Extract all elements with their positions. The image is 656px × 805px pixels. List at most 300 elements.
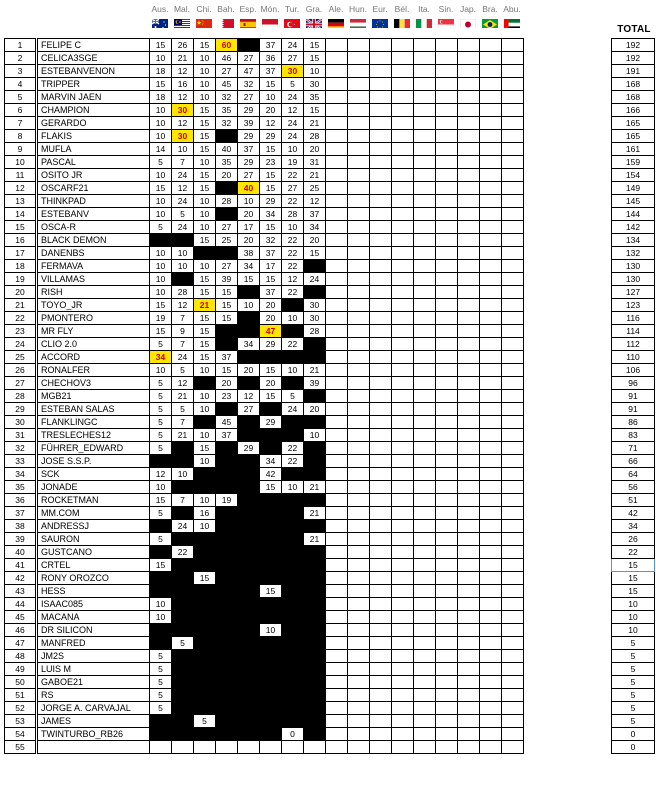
driver-name-cell: GUSTCANO: [38, 546, 150, 559]
score-cell: [326, 559, 348, 572]
no-score-cell: [216, 715, 238, 728]
score-cell: 10: [260, 91, 282, 104]
driver-name-cell: TWINTURBO_RB26: [38, 728, 150, 741]
no-score-cell: [282, 572, 304, 585]
score-cell: [348, 286, 370, 299]
no-score-cell: [282, 416, 304, 429]
score-cell: [414, 611, 436, 624]
score-cell: 15: [260, 273, 282, 286]
position-cell: 45: [5, 611, 36, 624]
score-cell: 5: [150, 533, 172, 546]
score-cell: [238, 741, 260, 754]
race-column-header: [304, 4, 324, 28]
total-cell: 106: [612, 364, 655, 377]
score-cell: 12: [238, 390, 260, 403]
no-score-cell: [172, 273, 194, 286]
no-score-cell: [194, 689, 216, 702]
no-score-cell: [260, 507, 282, 520]
score-cell: [392, 702, 414, 715]
score-cell: 5: [150, 663, 172, 676]
score-cell: [326, 390, 348, 403]
table-row: [38, 39, 524, 52]
driver-name-cell: MANFRED: [38, 637, 150, 650]
table-row: [38, 455, 524, 468]
position-cell: 14: [5, 208, 36, 221]
score-cell: 15: [216, 286, 238, 299]
total-cell: 15: [612, 559, 655, 572]
score-cell: [458, 234, 480, 247]
score-cell: [370, 676, 392, 689]
no-score-cell: [304, 416, 326, 429]
table-row: [38, 624, 524, 637]
table-row: [38, 585, 524, 598]
score-cell: [326, 572, 348, 585]
score-cell: 20: [238, 208, 260, 221]
total-cell: 96: [612, 377, 655, 390]
score-cell: [392, 208, 414, 221]
score-cell: [480, 208, 502, 221]
score-cell: [370, 286, 392, 299]
score-cell: [480, 455, 502, 468]
no-score-cell: [260, 663, 282, 676]
score-cell: [326, 455, 348, 468]
race-column-header: [480, 4, 500, 28]
position-cell: 8: [5, 130, 36, 143]
position-cell: 47: [5, 637, 36, 650]
score-cell: [502, 624, 524, 637]
score-cell: 10: [282, 312, 304, 325]
driver-name-cell: FLAKIS: [38, 130, 150, 143]
no-score-cell: [194, 377, 216, 390]
no-score-cell: [260, 598, 282, 611]
no-score-cell: [216, 520, 238, 533]
no-score-cell: [194, 676, 216, 689]
score-cell: [436, 130, 458, 143]
score-cell: [370, 169, 392, 182]
score-cell: [480, 702, 502, 715]
score-cell: [392, 728, 414, 741]
australia-flag-icon: [152, 17, 168, 28]
score-cell: [370, 741, 392, 754]
score-cell: [414, 598, 436, 611]
no-score-cell: [260, 494, 282, 507]
no-score-cell: [194, 598, 216, 611]
no-score-cell: [238, 585, 260, 598]
score-cell: 28: [304, 130, 326, 143]
score-cell: [326, 533, 348, 546]
score-cell: [370, 546, 392, 559]
race-abbreviation: Chi.: [196, 4, 212, 14]
score-cell: 30: [304, 299, 326, 312]
score-cell: [458, 351, 480, 364]
score-cell: 15: [304, 104, 326, 117]
score-cell: [414, 195, 436, 208]
total-cell: 5: [612, 676, 655, 689]
race-abbreviation: Mal.: [173, 4, 191, 14]
score-cell: [436, 65, 458, 78]
score-cell: [480, 572, 502, 585]
score-cell: 10: [194, 195, 216, 208]
score-cell: [436, 325, 458, 338]
score-cell: [414, 702, 436, 715]
score-cell: [326, 611, 348, 624]
japan-flag-icon: [460, 17, 476, 28]
score-cell: [414, 624, 436, 637]
score-cell: [480, 286, 502, 299]
no-score-cell: [304, 637, 326, 650]
score-cell: 12: [150, 468, 172, 481]
score-cell: 23: [260, 156, 282, 169]
score-cell: [392, 143, 414, 156]
race-abbreviation: Jap.: [459, 4, 477, 14]
race-column-header: [436, 4, 456, 28]
score-cell: [414, 286, 436, 299]
score-cell: [436, 390, 458, 403]
score-cell: 22: [282, 455, 304, 468]
score-cell: [370, 585, 392, 598]
score-cell: [502, 169, 524, 182]
score-cell: 5: [150, 403, 172, 416]
no-score-cell: [304, 442, 326, 455]
score-cell: 10: [304, 429, 326, 442]
score-cell: [348, 455, 370, 468]
score-cell: [392, 104, 414, 117]
score-cell: [392, 325, 414, 338]
score-cell: 5: [172, 403, 194, 416]
score-cell: [370, 624, 392, 637]
race-column-header: [348, 4, 368, 28]
score-cell: 15: [150, 494, 172, 507]
score-cell: [348, 247, 370, 260]
no-score-cell: [238, 416, 260, 429]
score-cell: [414, 234, 436, 247]
score-cell: [326, 650, 348, 663]
no-score-cell: [216, 533, 238, 546]
score-cell: [326, 338, 348, 351]
score-cell: [414, 364, 436, 377]
score-cell: [392, 247, 414, 260]
score-cell: 10: [238, 299, 260, 312]
no-score-cell: [238, 559, 260, 572]
total-cell: 134: [612, 234, 655, 247]
total-cell: 91: [612, 403, 655, 416]
score-cell: [348, 481, 370, 494]
score-cell: [370, 195, 392, 208]
score-cell: [480, 195, 502, 208]
position-cell: 21: [5, 299, 36, 312]
score-cell: 32: [260, 234, 282, 247]
score-cell: 27: [216, 221, 238, 234]
total-cell: 123: [612, 299, 655, 312]
table-row: [38, 52, 524, 65]
driver-name-cell: TRESLECHES12: [38, 429, 150, 442]
best-score-cell: 30: [172, 104, 194, 117]
score-cell: [480, 689, 502, 702]
score-cell: 10: [150, 52, 172, 65]
score-cell: [348, 585, 370, 598]
driver-name-cell: [38, 741, 150, 754]
no-score-cell: [216, 182, 238, 195]
score-cell: [458, 156, 480, 169]
score-cell: 20: [216, 169, 238, 182]
score-cell: [392, 39, 414, 52]
position-cell: 43: [5, 585, 36, 598]
score-cell: [458, 650, 480, 663]
table-row: [38, 442, 524, 455]
best-score-cell: 40: [238, 182, 260, 195]
score-cell: [392, 546, 414, 559]
score-cell: [502, 273, 524, 286]
no-score-cell: [260, 351, 282, 364]
score-cell: 10: [150, 117, 172, 130]
score-cell: 5: [150, 676, 172, 689]
score-cell: 10: [150, 260, 172, 273]
no-score-cell: [238, 663, 260, 676]
score-cell: [348, 611, 370, 624]
no-score-cell: [282, 650, 304, 663]
best-score-cell: 30: [282, 65, 304, 78]
driver-name-cell: FÜHRER_EDWARD: [38, 442, 150, 455]
race-column-header: [260, 4, 280, 28]
score-cell: [414, 325, 436, 338]
no-score-cell: [216, 546, 238, 559]
race-abbreviation: Eur.: [372, 4, 388, 14]
no-score-cell: [238, 494, 260, 507]
score-cell: [414, 208, 436, 221]
no-score-cell: [282, 585, 304, 598]
score-cell: 5: [150, 377, 172, 390]
no-score-cell: [282, 299, 304, 312]
score-cell: [458, 598, 480, 611]
score-cell: 38: [238, 247, 260, 260]
score-cell: [370, 572, 392, 585]
score-cell: 12: [172, 91, 194, 104]
score-cell: 37: [238, 143, 260, 156]
total-cell: 22: [612, 546, 655, 559]
total-cell: 154: [612, 169, 655, 182]
score-cell: 26: [172, 39, 194, 52]
no-score-cell: [304, 390, 326, 403]
race-abbreviation: Món.: [260, 4, 280, 14]
score-cell: 15: [216, 364, 238, 377]
no-score-cell: [304, 611, 326, 624]
score-cell: [480, 403, 502, 416]
position-cell: 49: [5, 663, 36, 676]
score-cell: 15: [150, 39, 172, 52]
score-cell: [414, 299, 436, 312]
position-cell: 46: [5, 624, 36, 637]
score-cell: 15: [150, 299, 172, 312]
no-score-cell: [194, 559, 216, 572]
score-cell: [436, 221, 458, 234]
bahrain-flag-icon: [218, 17, 234, 28]
table-row: [38, 494, 524, 507]
score-cell: 12: [172, 65, 194, 78]
score-cell: [502, 234, 524, 247]
no-score-cell: [304, 260, 326, 273]
score-cell: 7: [172, 494, 194, 507]
score-cell: 10: [150, 598, 172, 611]
score-cell: 10: [260, 624, 282, 637]
driver-name-cell: JOSE S.S.P.: [38, 455, 150, 468]
score-cell: [458, 741, 480, 754]
score-cell: 10: [194, 403, 216, 416]
score-cell: [436, 416, 458, 429]
score-cell: [370, 208, 392, 221]
score-cell: [458, 143, 480, 156]
no-score-cell: [260, 559, 282, 572]
no-score-cell: [282, 715, 304, 728]
score-cell: 5: [150, 702, 172, 715]
score-cell: [326, 65, 348, 78]
score-cell: [480, 377, 502, 390]
no-score-cell: [282, 533, 304, 546]
score-cell: [502, 520, 524, 533]
position-cell: 37: [5, 507, 36, 520]
score-cell: [502, 533, 524, 546]
no-score-cell: [282, 663, 304, 676]
position-cell: 51: [5, 689, 36, 702]
score-cell: [414, 546, 436, 559]
score-cell: [348, 208, 370, 221]
score-cell: [414, 39, 436, 52]
score-cell: [326, 208, 348, 221]
score-cell: 15: [194, 182, 216, 195]
total-cell: 116: [612, 312, 655, 325]
spain-flag-icon: [240, 17, 256, 28]
position-cell: 19: [5, 273, 36, 286]
score-cell: [480, 611, 502, 624]
score-cell: 35: [304, 91, 326, 104]
score-cell: [502, 559, 524, 572]
score-cell: [414, 273, 436, 286]
score-cell: [326, 78, 348, 91]
driver-name-cell: GERARDO: [38, 117, 150, 130]
total-cell: 5: [612, 689, 655, 702]
score-cell: 22: [282, 286, 304, 299]
score-cell: [414, 416, 436, 429]
no-score-cell: [172, 442, 194, 455]
score-cell: [348, 546, 370, 559]
score-cell: 15: [194, 143, 216, 156]
table-row: [38, 221, 524, 234]
score-cell: [436, 559, 458, 572]
no-score-cell: [216, 663, 238, 676]
score-cell: [502, 299, 524, 312]
score-cell: [326, 494, 348, 507]
score-cell: [370, 507, 392, 520]
table-row: [38, 312, 524, 325]
score-cell: [392, 585, 414, 598]
score-cell: [436, 117, 458, 130]
no-score-cell: [282, 559, 304, 572]
score-cell: [370, 429, 392, 442]
position-cell: 5: [5, 91, 36, 104]
no-score-cell: [238, 520, 260, 533]
total-cell: 149: [612, 182, 655, 195]
score-cell: 15: [194, 273, 216, 286]
score-cell: [370, 104, 392, 117]
score-cell: [370, 52, 392, 65]
score-cell: [326, 442, 348, 455]
no-score-cell: [304, 702, 326, 715]
score-cell: 10: [150, 273, 172, 286]
score-cell: [436, 104, 458, 117]
position-cell: 32: [5, 442, 36, 455]
table-row: [38, 507, 524, 520]
score-cell: 18: [150, 65, 172, 78]
no-score-cell: [172, 650, 194, 663]
total-cell: 10: [612, 611, 655, 624]
no-score-cell: [304, 624, 326, 637]
score-cell: [436, 377, 458, 390]
score-cell: [458, 403, 480, 416]
no-score-cell: [282, 676, 304, 689]
score-cell: [458, 416, 480, 429]
score-cell: [326, 39, 348, 52]
position-cell: 53: [5, 715, 36, 728]
score-cell: 12: [282, 273, 304, 286]
score-cell: [436, 663, 458, 676]
score-cell: 29: [238, 130, 260, 143]
score-cell: [326, 104, 348, 117]
best-score-cell: 30: [172, 130, 194, 143]
score-cell: [458, 208, 480, 221]
no-score-cell: [238, 325, 260, 338]
score-cell: [436, 182, 458, 195]
score-cell: 5: [172, 208, 194, 221]
score-cell: [436, 143, 458, 156]
total-cell: 145: [612, 195, 655, 208]
score-cell: 36: [260, 52, 282, 65]
score-cell: [326, 520, 348, 533]
score-cell: 20: [238, 234, 260, 247]
score-cell: [370, 325, 392, 338]
score-cell: [370, 312, 392, 325]
eu-flag-icon: [372, 17, 388, 28]
score-cell: [392, 637, 414, 650]
score-cell: [414, 689, 436, 702]
total-cell: 42: [612, 507, 655, 520]
score-cell: [326, 143, 348, 156]
driver-name-cell: BLACK DEMON: [38, 234, 150, 247]
score-cell: [480, 585, 502, 598]
total-cell: 114: [612, 325, 655, 338]
driver-name-cell: ROCKETMAN: [38, 494, 150, 507]
score-cell: [458, 260, 480, 273]
score-cell: [436, 689, 458, 702]
score-cell: 15: [194, 351, 216, 364]
total-cell: 26: [612, 533, 655, 546]
race-abbreviation: Esp.: [239, 4, 257, 14]
score-cell: [326, 728, 348, 741]
no-score-cell: [282, 702, 304, 715]
no-score-cell: [172, 624, 194, 637]
total-cell: 5: [612, 663, 655, 676]
monaco-flag-icon: [262, 17, 278, 28]
position-cell: 24: [5, 338, 36, 351]
italy-flag-icon: [416, 17, 432, 28]
score-cell: [392, 182, 414, 195]
score-cell: 22: [282, 195, 304, 208]
score-cell: 15: [260, 481, 282, 494]
score-cell: 24: [282, 130, 304, 143]
no-score-cell: [304, 468, 326, 481]
no-score-cell: [282, 429, 304, 442]
score-cell: [370, 299, 392, 312]
score-cell: [502, 338, 524, 351]
position-cell: 17: [5, 247, 36, 260]
